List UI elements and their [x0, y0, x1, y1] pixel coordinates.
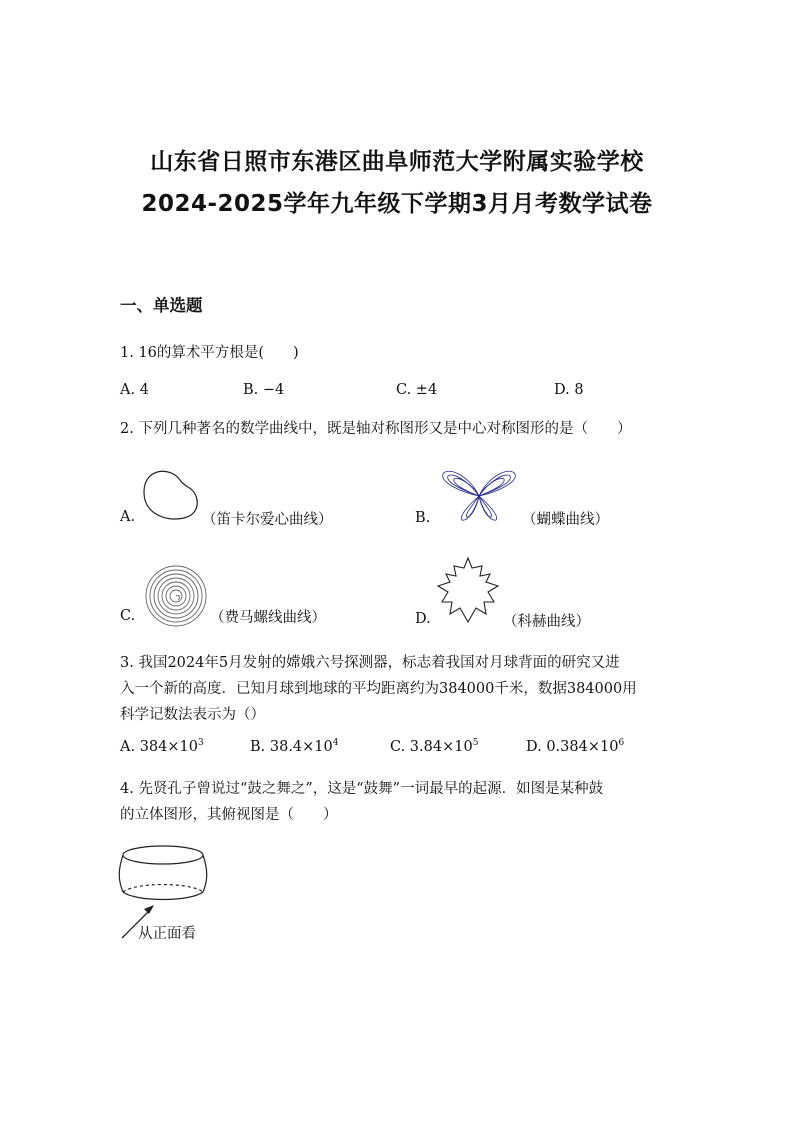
- fermat-spiral-icon: [143, 563, 209, 629]
- q2-option-d-caption: （科赫曲线）: [503, 614, 590, 630]
- q3-option-a[interactable]: [120, 738, 204, 755]
- question-2-stem: 2. 下列几种著名的数学曲线中，既是轴对称图形又是中心对称图形的是（ ）: [120, 421, 632, 437]
- q2-option-c-letter[interactable]: C.: [120, 608, 136, 624]
- q2-option-c-caption: （费马螺线曲线）: [210, 610, 326, 626]
- q3-option-d-letter: D.: [526, 739, 542, 755]
- q2-option-b-letter[interactable]: B.: [415, 510, 431, 526]
- cardioid-curve-icon: [140, 464, 202, 524]
- exam-title-line1: 山东省日照市东港区曲阜师范大学附属实验学校: [150, 149, 644, 175]
- q3-option-c-base: 3.84×10: [409, 739, 473, 755]
- question-3-line3: 科学记数法表示为（）: [120, 707, 265, 723]
- q3-option-d[interactable]: [526, 738, 624, 755]
- q3-option-a-base: 384×10: [139, 739, 198, 755]
- q2-option-d-letter[interactable]: D.: [415, 611, 431, 627]
- q3-option-c-letter: C.: [390, 739, 406, 755]
- q2-option-a-caption: （笛卡尔爱心曲线）: [202, 512, 333, 528]
- q3-option-d-exponent: 6: [618, 738, 625, 748]
- q3-option-a-exponent: 3: [197, 738, 204, 748]
- q3-option-d-base: 0.384×10: [546, 739, 619, 755]
- exam-title-line2: 2024-2025学年九年级下学期3月月考数学试卷: [141, 191, 653, 217]
- question-1-stem: 1. 16的算术平方根是( ): [120, 345, 299, 361]
- q3-option-c-exponent: 5: [472, 738, 479, 748]
- q1-option-a[interactable]: A. 4: [120, 382, 149, 398]
- q1-option-b[interactable]: B. −4: [243, 382, 285, 398]
- butterfly-curve-icon: [440, 466, 518, 524]
- koch-snowflake-icon: [436, 556, 500, 626]
- question-3-line1: 3. 我国2024年5月发射的嫦娥六号探测器，标志着我国对月球背面的研究又进: [120, 655, 620, 671]
- q3-option-b[interactable]: [250, 738, 339, 755]
- question-4-line2: 的立体图形，其俯视图是（ ）: [120, 807, 338, 823]
- q3-option-b-exponent: 4: [332, 738, 339, 748]
- q3-option-a-letter: A.: [120, 739, 136, 755]
- section-heading: 一、单选题: [120, 296, 203, 315]
- q1-option-d[interactable]: D. 8: [554, 382, 584, 398]
- q3-option-b-letter: B.: [250, 739, 266, 755]
- q2-option-a-letter[interactable]: A.: [120, 509, 136, 525]
- q3-option-c[interactable]: [390, 738, 478, 755]
- q1-option-c[interactable]: C. ±4: [396, 382, 438, 398]
- question-3-line2: 入一个新的高度．已知月球到地球的平均距离约为384000千米，数据384000用: [120, 681, 637, 697]
- question-4-line1: 4. 先贤孔子曾说过“鼓之舞之”，这是“鼓舞”一词最早的起源．如图是某种鼓: [120, 781, 604, 797]
- q3-option-b-base: 38.4×10: [269, 739, 333, 755]
- figure-view-label: 从正面看: [138, 926, 196, 942]
- q2-option-b-caption: （蝴蝶曲线）: [522, 512, 609, 528]
